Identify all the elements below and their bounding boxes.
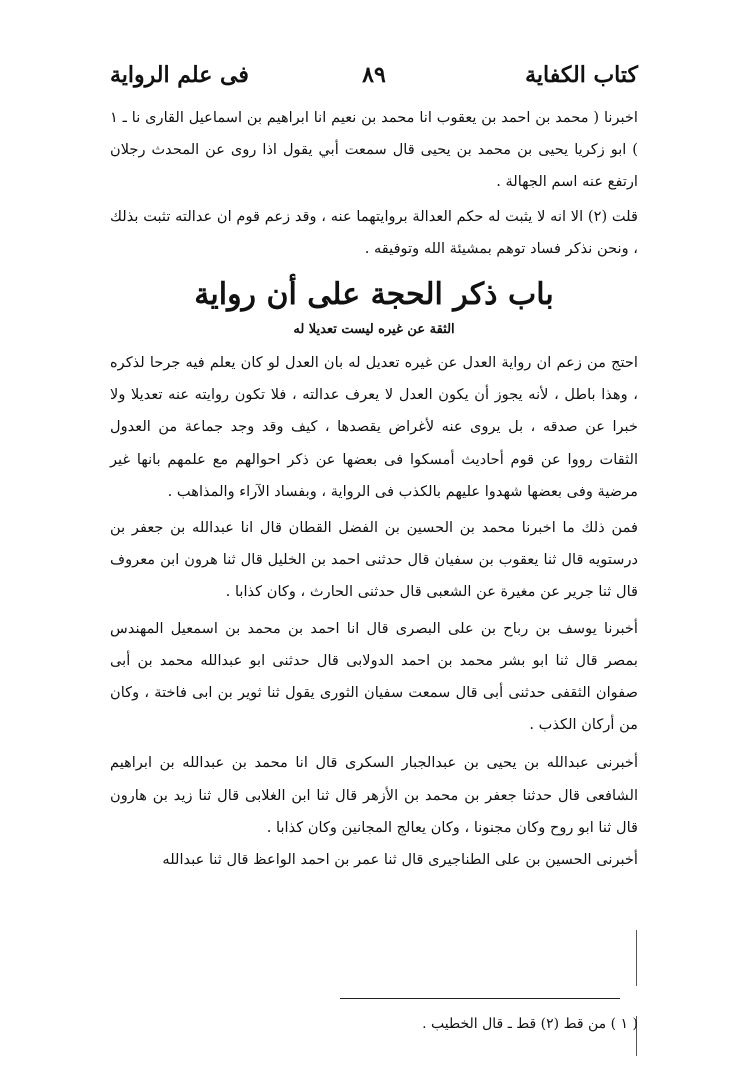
paragraph: قلت (٢) الا انه لا يثبت له حكم العدالة بروايتهما عنه ، وقد زعم قوم ان عدالته تثبت بذلك ، ونحن نذكر فساد توهم بمشيئة الله وتوفيقه . [110,207,638,257]
chapter-subtitle: الثقة عن غيره ليست تعديلا له [293,322,455,338]
paragraph: أخبرنى عبدالله بن يحيى بن عبدالجبار السكرى قال انا محمد بن عبدالله بن ابراهيم الشافعى قال حدثنا جعفر بن محمد بن الأزهر قال ثنا ابن الغلابى قال ثنا زيد بن هارون قال ثنا ابو روح وكان مجنونا ، وكان يعالج المجانين وكان كذابا . [110,754,638,836]
paragraph: احتج من زعم ان رواية العدل عن غيره تعديل له بان العدل لو كان يعلم فيه جرحا لذكره ، وهذا باطل ، لأنه يجوز أن يكون العدل لا يعرف عدالته ، فلا تكون روايته عنه تعديلا ولا خبرا عن صدقه ، بل يروى عنه لأغراض يقصدها ، كيف وقد وجد جماعة من العدول الثقات رووا عن قوم أحاديث أمسكوا فى بعضها عن ذكر احوالهم مع علمهم بانها غير مرضية وفى بعضها شهدوا عليهم بالكذب فى الرواية ، وبفساد الآراء والمذاهب . [110,354,638,500]
subject-title: فى علم الرواية [110,62,249,88]
footnote: ( ١ ) من قط (٢) قط ـ قال الخطيب . [422,1016,638,1032]
page-number: ٨٩ [362,62,386,88]
paragraph: أخبرنى الحسين بن على الطناجيرى قال ثنا عمر بن احمد الواعظ قال ثنا عبدالله [162,851,638,869]
paragraph: اخبرنا ( محمد بن احمد بن يعقوب انا محمد بن نعيم انا ابراهيم بن اسماعيل القارى نا ـ ١ ) ابو زكريا يحيى بن محمد بن يحيى قال سمعت أبي يقول اذا روى عن المحدث رجلان ارتفع عنه اسم الجهالة . [110,109,638,191]
paragraph: فمن ذلك ما اخبرنا محمد بن الحسين بن الفضل القطان قال انا عبدالله بن جعفر بن درستويه قال ثنا يعقوب بن سفيان قال حدثنى احمد بن الخليل قال ثنا هرون ابن معروف قال ثنا جرير عن مغيرة عن الشعبى قال حدثنى الحارث ، وكان كذابا . [110,519,638,601]
chapter-title: باب ذكر الحجة على أن رواية [194,277,554,313]
paragraph: أخبرنا يوسف بن رباح بن على البصرى قال انا احمد بن محمد بن اسمعيل المهندس بمصر قال ثنا ابو بشر محمد بن احمد الدولابى قال حدثنى ابو عبدالله محمد بن أبى صفوان الثقفى حدثنى أبى قال سمعت سفيان الثورى يقول ثنا ثوير بن ابى فاختة ، وكان من أركان الكذب . [110,619,638,734]
page-header [110,62,638,102]
footnote-divider [340,998,620,999]
margin-line [636,930,637,986]
book-title: كتاب الكفاية [525,62,638,88]
book-page [110,62,638,876]
